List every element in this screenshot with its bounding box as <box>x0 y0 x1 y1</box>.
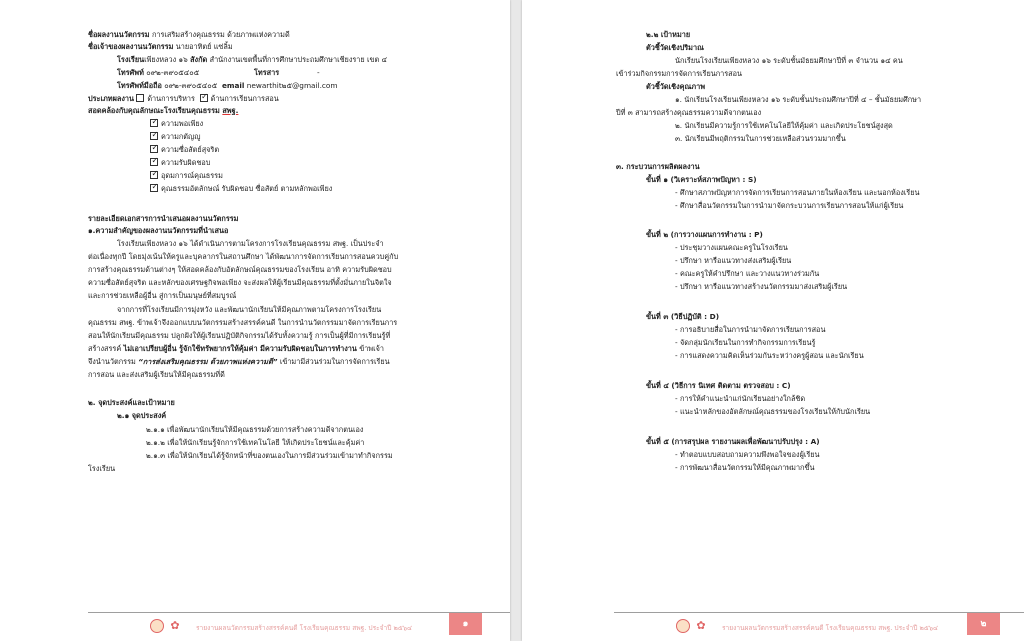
para2-emphasis: ไม่เอาเปรียบผู้อื่น รู้จักใช้ทรัพยากรให้คุ้มค่า มีความรับผิดชอบในการทำงาน <box>123 344 357 353</box>
step-item: - ศึกษาสื่อนวัตกรรมในการนำมาจัดกระบวนการเรียนการสอนให้แก่ผู้เรียน <box>675 201 904 210</box>
objective-line: ๒.๑.๒ เพื่อให้นักเรียนรู้จักการใช้เทคโนโลยี ให้เกิดประโยชน์และคุ้มค่า <box>146 438 365 447</box>
quant-line: เข้าร่วมกิจกรรมการจัดการเรียนการสอน <box>616 69 742 78</box>
footer-text: รายงานผลนวัตกรรมสร้างสรรค์คนดี โรงเรียนคุณธรรม สพฐ. ประจำปี ๒๕๖๔ <box>722 624 939 632</box>
school-line <box>117 55 387 65</box>
innovation-name-value: การเสริมสร้างคุณธรรม ด้วยภาพแห่งความดี <box>151 30 290 39</box>
type-line <box>88 94 279 104</box>
owner-label: ชื่อเจ้าของผลงานนวัตกรรม <box>88 42 174 51</box>
mobile-label: โทรศัพท์มือถือ <box>117 81 162 90</box>
check-icon[interactable] <box>150 171 158 179</box>
step-item: - คณะครูให้คำปรึกษา และวางแนวทางร่วมกัน <box>675 269 820 278</box>
fax-label: โทรสาร <box>254 68 280 77</box>
phone-label: โทรศัพท์ <box>117 68 144 77</box>
objective-line: ๒.๑.๑ เพื่อพัฒนานักเรียนให้มีคุณธรรมด้วยการสร้างความดีจากตนเอง <box>146 425 364 434</box>
section3-title: ๓. กระบวนการผลิตผลงาน <box>616 162 700 171</box>
checklist-item-label: คุณธรรมอัตลักษณ์ รับผิดชอบ ซื่อสัตย์ ตามหลักพอเพียง <box>161 184 333 193</box>
innovation-name-line <box>88 30 290 40</box>
obec-logo-icon: ✿ <box>170 619 180 632</box>
fax-value: - <box>317 68 320 77</box>
page-number: ๒ <box>967 613 1000 635</box>
teaching-checkbox[interactable] <box>200 94 208 102</box>
step-title: ขั้นที่ ๕ (การสรุปผล รายงานผลเพื่อพัฒนาปรับปรุง : A) <box>646 437 820 446</box>
objective-line: ๒.๑.๓ เพื่อให้นักเรียนได้รู้จักหน้าที่ของตนเองในการมีส่วนร่วมเข้ามาทำกิจกรรม <box>146 451 393 460</box>
section21-title: ๒.๑ จุดประสงค์ <box>117 411 167 420</box>
para2-line <box>88 344 384 354</box>
checklist-item <box>150 145 219 155</box>
consistency-line <box>88 106 238 116</box>
checklist-item-label: ความกตัญญู <box>161 132 201 141</box>
step-item: - ศึกษาสภาพปัญหาการจัดการเรียนการสอนภายในห้องเรียน และนอกห้องเรียน <box>675 188 920 197</box>
obec-logo-icon: ✿ <box>696 619 706 632</box>
checklist-item <box>150 119 203 129</box>
school-seal-icon <box>150 619 164 633</box>
step-title: ขั้นที่ ๔ (วิธีการ นิเทศ ติดตาม ตรวจสอบ : C) <box>646 381 791 390</box>
step-title: ขั้นที่ ๓ (วิธีปฏิบัติ : D) <box>646 312 720 321</box>
admin-checkbox[interactable] <box>136 94 144 102</box>
section22-title: ๒.๒ เป้าหมาย <box>646 30 691 39</box>
step-title: ขั้นที่ ๑ (วิเคราะห์สภาพปัญหา : S) <box>646 175 757 184</box>
step-item: - ปรึกษา หารือแนวทางส่งเสริมผู้เรียน <box>675 256 792 265</box>
qual-line: ๒. นักเรียนมีความรู้การใช้เทคโนโลยีให้คุ้มค่า และเกิดประโยชน์สูงสุด <box>675 121 893 130</box>
qual-title: ตัวชี้วัดเชิงคุณภาพ <box>646 82 706 91</box>
para1-line: ความซื่อสัตย์สุจริต และหลักของเศรษฐกิจพอเพียง จะส่งผลให้ผู้เรียนมีคุณธรรมที่ตั้งมั่นภายในจิตใจ <box>88 278 392 287</box>
objective-line: โรงเรียน <box>88 464 116 473</box>
para2-text: เข้ามามีส่วนร่วมในการจัดการเรียน <box>279 357 390 366</box>
qual-line: ปีที่ ๓ สามารถสร้างคุณธรรมความดีจากตนเอง <box>616 108 762 117</box>
details-title: รายละเอียดเอกสารการนำเสนอผลงานนวัตกรรม <box>88 214 239 223</box>
owner-value: นายอาทิตย์ แซ่ลิ้ม <box>175 42 233 51</box>
para2-text: ข้าพเจ้า <box>359 344 384 353</box>
qual-line: ๓. นักเรียนมีพฤติกรรมในการช่วยเหลือส่วนรวมมากขึ้น <box>675 134 846 143</box>
check-icon[interactable] <box>150 158 158 166</box>
quant-line: นักเรียนโรงเรียนเพียงหลวง ๑๖ ระดับชั้นมัธยมศึกษาปีที่ ๓ จำนวน ๑๔ คน <box>675 56 903 65</box>
school-label: โรงเรียน <box>117 55 145 64</box>
mobile-value: ๐๙๒-๓๙๐๕๔๐๕ <box>164 81 218 90</box>
mobile-line <box>117 81 337 91</box>
check-icon[interactable] <box>150 145 158 153</box>
para2-text: สร้างสรรค์ <box>88 344 122 353</box>
page-number: ๑ <box>449 613 482 635</box>
step-item: - การให้คำแนะนำแก่นักเรียนอย่างใกล้ชิด <box>675 394 806 403</box>
type-label: ประเภทผลงาน <box>88 94 134 103</box>
email-label: email <box>221 81 245 90</box>
checklist-item <box>150 171 223 181</box>
district-value: สำนักงานเขตพื้นที่การศึกษาประถมศึกษาเชียงราย เขต ๔ <box>209 55 388 64</box>
innovation-quote: “การส่งเสริมคุณธรรม ด้วยภาพแห่งความดี” <box>138 357 278 366</box>
para1-line: โรงเรียนเพียงหลวง ๑๖ ได้ดำเนินการตามโครงการโรงเรียนคุณธรรม สพฐ. เป็นประจำ <box>117 239 384 248</box>
para1-line: ต่อเนื่องทุกปี โดยมุ่งเน้นให้ครูและบุคลากรในสถานศึกษา ได้พัฒนาการจัดการเรียนการสอนควบคู่กับ <box>88 252 399 261</box>
para2-line: การสอน และส่งเสริมผู้เรียนให้มีคุณธรรมที่ดี <box>88 370 225 379</box>
admin-option-label: ด้านการบริหาร <box>147 94 195 103</box>
checklist-item-label: ความซื่อสัตย์สุจริต <box>161 145 220 154</box>
footer-text: รายงานผลนวัตกรรมสร้างสรรค์คนดี โรงเรียนคุณธรรม สพฐ. ประจำปี ๒๕๖๔ <box>196 624 413 632</box>
step-item: - จัดกลุ่มนักเรียนในการทำกิจกรรมการเรียนรู้ <box>675 338 816 347</box>
consistency-label: สอดคล้องกับคุณลักษณะโรงเรียนคุณธรรม <box>88 106 220 115</box>
step-title: ขั้นที่ ๒ (การวางแผนการทำงาน : P) <box>646 230 763 239</box>
checklist-item <box>150 184 332 194</box>
page-footer <box>88 612 510 634</box>
section2-title: ๒. จุดประสงค์และเป้าหมาย <box>88 398 175 407</box>
innovation-name-label: ชื่อผลงานนวัตกรรม <box>88 30 150 39</box>
school-value: เพียงหลวง ๑๖ <box>144 55 188 64</box>
owner-line <box>88 42 233 52</box>
email-value: newarthit๒๕@gmail.com <box>246 81 338 90</box>
step-item: - ปรึกษา หารือแนวทางสร้างนวัตกรรมมาส่งเสริมผู้เรียน <box>675 282 848 291</box>
para2-line: จากการที่โรงเรียนมีการมุ่งหวัง และพัฒนานักเรียนให้มีคุณภาพตามโครงการโรงเรียน <box>117 305 382 314</box>
step-item: - การพัฒนาสื่อนวัตกรรมให้มีคุณภาพมากขึ้น <box>675 463 815 472</box>
step-item: - การอธิบายสื่อในการนำมาจัดการเรียนการสอน <box>675 325 826 334</box>
document-page-2 <box>522 0 1024 641</box>
check-icon[interactable] <box>150 132 158 140</box>
phone-line <box>117 68 320 78</box>
checklist-item-label: อุดมการณ์คุณธรรม <box>161 171 223 180</box>
para1-line: การสร้างคุณธรรมด้านต่างๆ ให้สอดคล้องกับอัตลักษณ์คุณธรรมของโรงเรียน อาทิ ความรับผิดชอบ <box>88 265 392 274</box>
document-page-1 <box>0 0 510 641</box>
school-seal-icon <box>676 619 690 633</box>
checklist-item-label: ความรับผิดชอบ <box>161 158 211 167</box>
consistency-abbr: สพฐ. <box>222 106 239 115</box>
qual-line: ๑. นักเรียนโรงเรียนเพียงหลวง ๑๖ ระดับชั้นประถมศึกษาปีที่ ๔ – ชั้นมัธยมศึกษา <box>675 95 922 104</box>
phone-value: ๐๙๒-๓๙๐๕๔๐๕ <box>146 68 200 77</box>
checklist-item-label: ความพอเพียง <box>161 119 204 128</box>
para1-line: และการช่วยเหลือผู้อื่น สู่การเป็นมนุษย์ที่สมบูรณ์ <box>88 291 237 300</box>
para2-line <box>88 357 390 367</box>
district-label: สังกัด <box>190 55 208 64</box>
step-item: - การแสดงความคิดเห็นร่วมกันระหว่างครูผู้สอน และนักเรียน <box>675 351 864 360</box>
checklist-item <box>150 132 200 142</box>
checklist-item <box>150 158 210 168</box>
step-item: - ทำตอบแบบสอบถามความพึงพอใจของผู้เรียน <box>675 450 820 459</box>
para2-line: สอนให้นักเรียนมีคุณธรรม ปลูกฝังให้ผู้เรียนปฏิบัติกิจกรรมได้รับทั้งความรู้ การเป็นผู้ที่มีการเรียนรู้ที่ <box>88 331 391 340</box>
step-item: - ประชุมวางแผนคณะครูในโรงเรียน <box>675 243 788 252</box>
step-item: - แนะนำหลักของอัตลักษณ์คุณธรรมของโรงเรียนให้กับนักเรียน <box>675 407 871 416</box>
teaching-option-label: ด้านการเรียนการสอน <box>210 94 279 103</box>
page-footer <box>614 612 1024 634</box>
quant-title: ตัวชี้วัดเชิงปริมาณ <box>646 43 704 52</box>
check-icon[interactable] <box>150 184 158 192</box>
section1-title: ๑.ความสำคัญของผลงานนวัตกรรมที่นำเสนอ <box>88 226 229 235</box>
check-icon[interactable] <box>150 119 158 127</box>
para2-text: จึงนำนวัตกรรม <box>88 357 136 366</box>
para2-line: คุณธรรม สพฐ. ข้าพเจ้าจึงออกแบบนวัตกรรมสร้างสรรค์คนดี ในการนำนวัตกรรมมาจัดการเรียนการ <box>88 318 398 327</box>
